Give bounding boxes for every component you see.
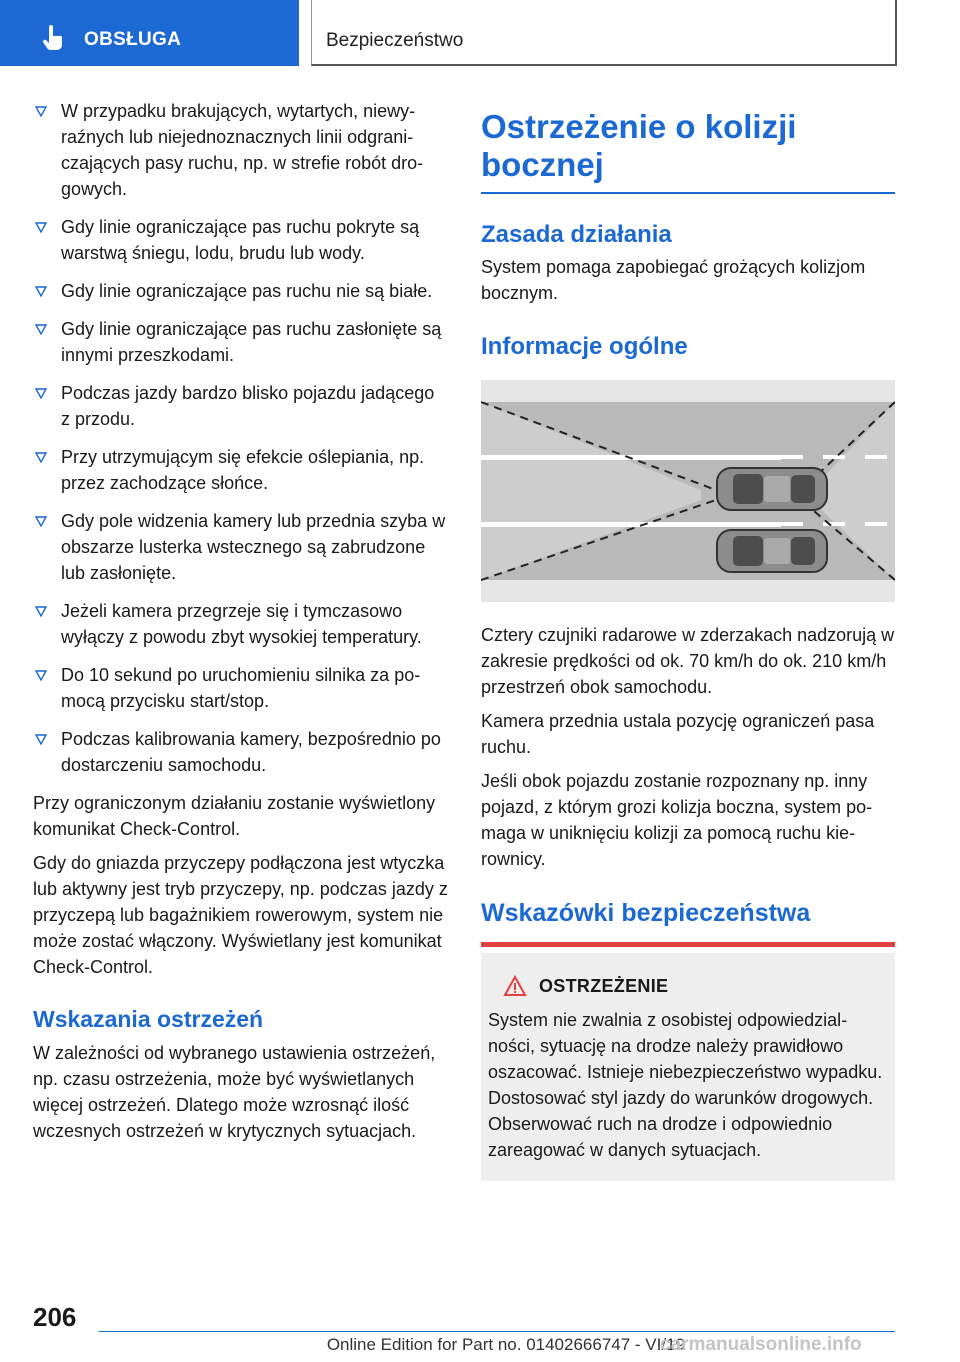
section-tab[interactable] bbox=[0, 0, 299, 66]
list-item: Przy utrzymującym się efekcie oślepiania, np. przez zachodzące słońce. bbox=[33, 444, 448, 496]
warning-title: OSTRZEŻENIE bbox=[539, 975, 669, 996]
list-item: W przypadku brakujących, wytartych, niewyraźnych lub niejednoznacznych linii odgraniczających pasy ruchu, np. w strefie robót drogowych. bbox=[33, 98, 448, 202]
road-diagram bbox=[481, 380, 895, 602]
heading-warnings: Wskazania ostrzeżeń bbox=[33, 1006, 264, 1032]
list-item: Gdy linie ograniczające pas ruchu zasłonięte są innymi przeszkodami. bbox=[33, 316, 448, 368]
triangle-bullet-icon bbox=[35, 324, 47, 335]
paragraph: Przy ograniczonym działaniu zostanie wyświetlony komunikat Check-Control. bbox=[33, 793, 436, 839]
triangle-bullet-icon bbox=[35, 606, 47, 617]
list-item: Gdy linie ograniczające pas ruchu pokryte są warstwą śniegu, lodu, brudu lub wody. bbox=[33, 214, 448, 266]
triangle-bullet-icon bbox=[35, 222, 47, 233]
list-item: Jeżeli kamera przegrzeje się i tymczasowo wyłączy z powodu zbyt wysokiej temperatury. bbox=[33, 598, 448, 650]
footer-divider bbox=[99, 1331, 895, 1332]
triangle-bullet-icon bbox=[35, 286, 47, 297]
left-column bbox=[33, 98, 448, 1152]
own-car-icon bbox=[717, 468, 827, 510]
paragraph: Gdy do gniazda przyczepy podłączona jest wtyczka lub aktywny jest tryb przyczepy, np. podczas jazdy z przyczepą lub bagażnikiem rowerowym, system nie może zostać włączony. Wyświetlany jest komunikat Check-Control. bbox=[33, 853, 448, 977]
warning-text: System nie zwalnia z osobistej odpowiedzialności, sytuację na drodze należy prawidłowo oszacować. Istnieje niebezpieczeństwo wypadku. Dostosować styl jazdy do warunków drogowych. Obserwować ruch na drodze i odpowiednio zareagować w danych sytuacjach. bbox=[488, 1010, 883, 1160]
triangle-bullet-icon bbox=[35, 106, 47, 117]
heading-principle: Zasada działania bbox=[481, 221, 672, 248]
paragraph: System pomaga zapobiegać grożących kolizjom bocznym. bbox=[481, 257, 866, 303]
condition-list bbox=[33, 98, 448, 778]
heading-safety: Wskazówki bezpieczeństwa bbox=[481, 898, 895, 947]
breadcrumb bbox=[311, 0, 897, 66]
triangle-bullet-icon bbox=[35, 452, 47, 463]
hand-pointer-icon bbox=[42, 25, 64, 51]
breadcrumb-label: Bezpieczeństwo bbox=[326, 30, 464, 51]
triangle-bullet-icon bbox=[35, 734, 47, 745]
list-item: Gdy linie ograniczające pas ruchu nie są białe. bbox=[33, 278, 448, 304]
heading-general: Informacje ogólne bbox=[481, 333, 688, 360]
watermark: carmanualsonline.info bbox=[660, 1334, 862, 1355]
radar-illustration bbox=[481, 380, 895, 602]
warning-triangle-icon bbox=[503, 975, 527, 997]
page-number: 206 bbox=[33, 1302, 77, 1332]
adjacent-car-icon bbox=[717, 530, 827, 572]
triangle-bullet-icon bbox=[35, 670, 47, 681]
triangle-bullet-icon bbox=[35, 388, 47, 399]
paragraph: W zależności od wybranego ustawienia ostrzeżeń, np. czasu ostrzeżenia, może być wyświetlanych więcej ostrzeżeń. Dlatego może wzrosnąć ilość wczesnych ostrzeżeń w krytycznych sytuacjach. bbox=[33, 1043, 436, 1141]
triangle-bullet-icon bbox=[35, 516, 47, 527]
paragraph: Kamera przednia ustala pozycję ograniczeń pasa ruchu. bbox=[481, 711, 875, 757]
edition-text: Online Edition for Part no. 01402666747 - VI/19 bbox=[326, 1335, 685, 1354]
list-item: Do 10 sekund po uruchomieniu silnika za pomocą przycisku start/stop. bbox=[33, 662, 448, 714]
list-item: Podczas kalibrowania kamery, bezpośrednio po dostarczeniu samochodu. bbox=[33, 726, 448, 778]
paragraph: Jeśli obok pojazdu zostanie rozpoznany np. inny pojazd, z którym grozi kolizja boczna, system pomaga w uniknięciu kolizji za pomocą ruchu kierownicy. bbox=[481, 771, 873, 869]
page-title: Ostrzeżenie o kolizji bocznej bbox=[481, 108, 895, 194]
right-column bbox=[481, 98, 895, 1181]
list-item: Gdy pole widzenia kamery lub przednia szyba w obszarze lusterka wstecznego są zabrudzone lub zasłonięte. bbox=[33, 508, 448, 586]
warning-box bbox=[481, 953, 895, 1181]
list-item: Podczas jazdy bardzo blisko pojazdu jadącego z przodu. bbox=[33, 380, 448, 432]
paragraph: Cztery czujniki radarowe w zderzakach nadzorują w zakresie prędkości od ok. 70 km/h do ok. 210 km/h przestrzeń obok samochodu. bbox=[481, 625, 895, 697]
section-tab-label: OBSŁUGA bbox=[84, 29, 182, 50]
